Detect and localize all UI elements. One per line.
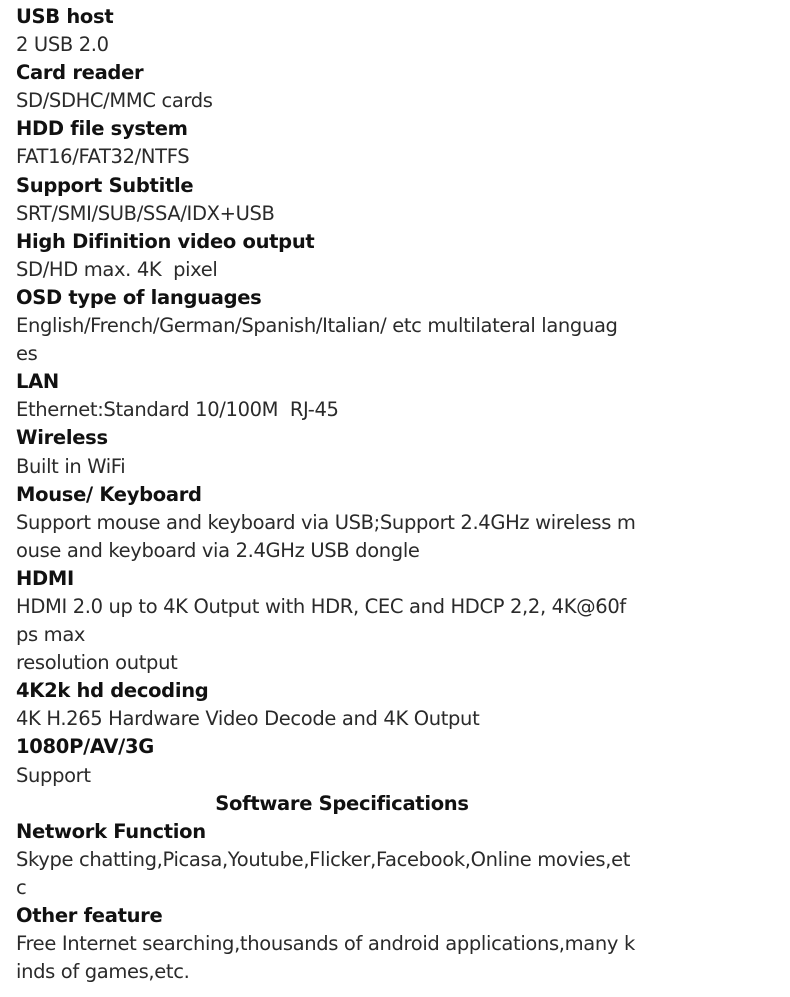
spec-item-osd-languages bbox=[16, 284, 676, 368]
spec-item-lan bbox=[16, 368, 676, 424]
spec-label: LAN bbox=[16, 370, 59, 394]
spec-value: Support mouse and keyboard via USB;Support 2.4GHz wireless m bbox=[16, 510, 636, 534]
software-specifications-heading: Software Specifications bbox=[215, 791, 469, 815]
spec-item-subtitle bbox=[16, 172, 676, 228]
spec-item-other-feature bbox=[16, 902, 676, 986]
spec-label: High Difinition video output bbox=[16, 229, 315, 253]
spec-document bbox=[16, 3, 676, 986]
spec-item-network-function bbox=[16, 818, 676, 902]
spec-value: HDMI 2.0 up to 4K Output with HDR, CEC and HDCP 2,2, 4K@60f bbox=[16, 594, 626, 618]
spec-item-card-reader bbox=[16, 59, 676, 115]
spec-label: HDD file system bbox=[16, 117, 188, 141]
spec-value: c bbox=[16, 875, 27, 899]
spec-value: es bbox=[16, 342, 38, 366]
spec-value: Free Internet searching,thousands of android applications,many k bbox=[16, 932, 635, 956]
spec-label: Wireless bbox=[16, 426, 108, 450]
spec-item-usb-host bbox=[16, 3, 676, 59]
spec-value: FAT16/FAT32/NTFS bbox=[16, 145, 190, 169]
spec-label: Mouse/ Keyboard bbox=[16, 482, 202, 506]
spec-item-video-output bbox=[16, 228, 676, 284]
spec-label: 1080P/AV/3G bbox=[16, 735, 154, 759]
spec-item-hdd-file-system bbox=[16, 115, 676, 171]
spec-value: resolution output bbox=[16, 651, 178, 675]
spec-item-4k-decoding bbox=[16, 677, 676, 733]
spec-value: 4K H.265 Hardware Video Decode and 4K Output bbox=[16, 707, 480, 731]
spec-item-mouse-keyboard bbox=[16, 481, 676, 565]
spec-label: OSD type of languages bbox=[16, 285, 262, 309]
spec-value: Skype chatting,Picasa,Youtube,Flicker,Facebook,Online movies,et bbox=[16, 847, 631, 871]
spec-item-wireless bbox=[16, 424, 676, 480]
spec-value: inds of games,etc. bbox=[16, 960, 190, 984]
spec-value: Support bbox=[16, 763, 91, 787]
spec-item-1080p-av-3g bbox=[16, 733, 676, 789]
spec-value: Built in WiFi bbox=[16, 454, 126, 478]
spec-label: HDMI bbox=[16, 566, 74, 590]
spec-value: 2 USB 2.0 bbox=[16, 33, 109, 57]
spec-value: SD/HD max. 4K pixel bbox=[16, 257, 218, 281]
spec-value: English/French/German/Spanish/Italian/ etc multilateral languag bbox=[16, 314, 618, 338]
spec-value: ps max bbox=[16, 623, 86, 647]
spec-item-hdmi bbox=[16, 565, 676, 677]
spec-value: Ethernet:Standard 10/100M RJ-45 bbox=[16, 398, 339, 422]
spec-label: Card reader bbox=[16, 61, 144, 85]
spec-label: Other feature bbox=[16, 904, 163, 927]
spec-value: SD/SDHC/MMC cards bbox=[16, 89, 213, 113]
spec-label: 4K2k hd decoding bbox=[16, 679, 209, 703]
spec-value: ouse and keyboard via 2.4GHz USB dongle bbox=[16, 538, 420, 562]
spec-label: Network Function bbox=[16, 819, 206, 843]
spec-value: SRT/SMI/SUB/SSA/IDX+USB bbox=[16, 201, 275, 225]
spec-label: USB host bbox=[16, 5, 114, 28]
spec-label: Support Subtitle bbox=[16, 173, 194, 197]
